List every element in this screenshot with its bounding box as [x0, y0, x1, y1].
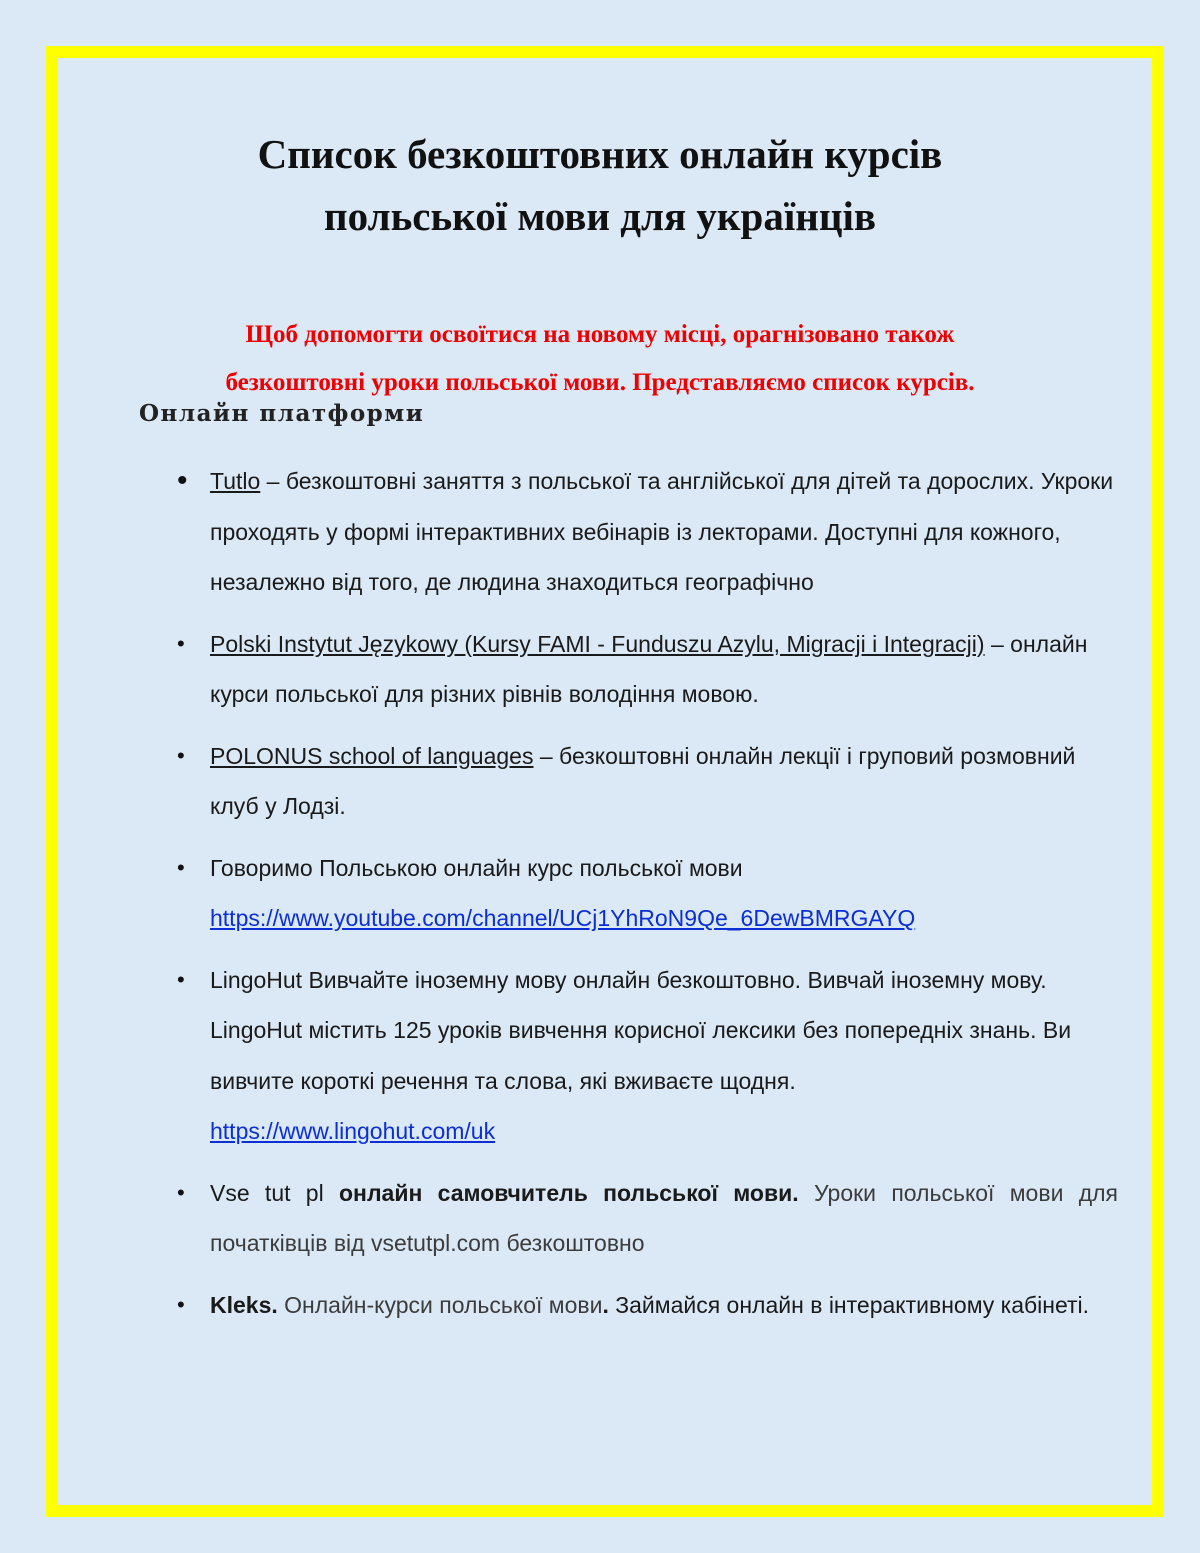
list-item-text: Уроки польської мови для початківців від vsetutpl.com безкоштовно — [210, 1179, 1119, 1256]
list-item-lingohut — [177, 955, 1118, 1157]
bullet-icon: • — [177, 630, 185, 656]
bullet-icon: • — [177, 966, 185, 992]
bullet-icon: • — [177, 464, 188, 497]
youtube-url-link[interactable]: https://www.youtube.com/channel/UCj1YhRoN9Qe_6DewBMRGAYQ — [210, 905, 916, 931]
list-item-govorymo-polskoyu — [177, 843, 1118, 944]
list-item-polonus — [177, 731, 1118, 832]
title-line-1: Список безкоштовних онлайн курсів — [257, 131, 943, 178]
list-item-text-2: Займайся онлайн в інтерактивному кабінеті. — [608, 1291, 1090, 1318]
lingohut-url-link[interactable]: https://www.lingohut.com/uk — [210, 1118, 496, 1144]
polski-instytut-link[interactable]: Polski Instytut Językowy (Kursy FAMI - Funduszu Azylu, Migracji i Integracji) — [210, 630, 985, 657]
list-item-bold-text: онлайн самовчитель польської мови. — [339, 1179, 799, 1206]
title-line-2: польської мови для українців — [323, 193, 877, 240]
course-list — [177, 456, 1119, 1341]
list-item-vse-tut-pl — [177, 1168, 1119, 1269]
intro-line-2: безкоштовні уроки польської мови. Представляємо список курсів. — [225, 369, 975, 396]
list-item-bold-period: . — [602, 1291, 609, 1318]
bullet-icon: • — [177, 1179, 185, 1205]
intro-line-1: Щоб допомогти освоїтися на новому місці, орагнізовано також — [245, 321, 955, 348]
list-item-prefix: Vse tut pl — [210, 1179, 339, 1206]
bullet-icon: • — [177, 1291, 185, 1317]
list-item-text: – онлайн курси польської для різних рівнів володіння мовою. — [210, 630, 1088, 707]
intro-text — [100, 311, 1100, 407]
list-item-text: Говоримо Польською онлайн курс польської мови — [210, 854, 743, 881]
list-item-bold-text: Kleks. — [210, 1291, 278, 1318]
polonus-link[interactable]: POLONUS school of languages — [210, 742, 534, 769]
list-item-tutlo — [177, 456, 1118, 608]
bullet-icon: • — [177, 854, 185, 880]
list-item-text: – безкоштовні заняття з польської та англійської для дітей та дорослих. Укроки проходять у формі інтерактивних вебінарів із лекторами. Доступні для кожного, незалежно від того, де людина знаходиться географічно — [210, 468, 1114, 595]
list-item-text: LingoHut Вивчайте іноземну мову онлайн безкоштовно. Вивчай іноземну мову. LingoHut містить 125 уроків вивчення корисної лексики без попередніх знань. Ви вивчите короткі речення та слова, які вживаєте щодня. — [210, 966, 1072, 1094]
list-item-text: Онлайн-курси польської мови — [277, 1291, 603, 1318]
tutlo-link[interactable]: Tutlo — [210, 468, 261, 494]
bullet-icon: • — [177, 742, 185, 768]
section-heading: Онлайн платформи — [139, 400, 425, 427]
list-item-kleks — [177, 1280, 1118, 1331]
page-title — [0, 123, 1200, 247]
list-item-text: – безкоштовні онлайн лекції і груповий розмовний клуб у Лодзі. — [210, 742, 1076, 819]
list-item-polski-instytut — [177, 619, 1118, 720]
